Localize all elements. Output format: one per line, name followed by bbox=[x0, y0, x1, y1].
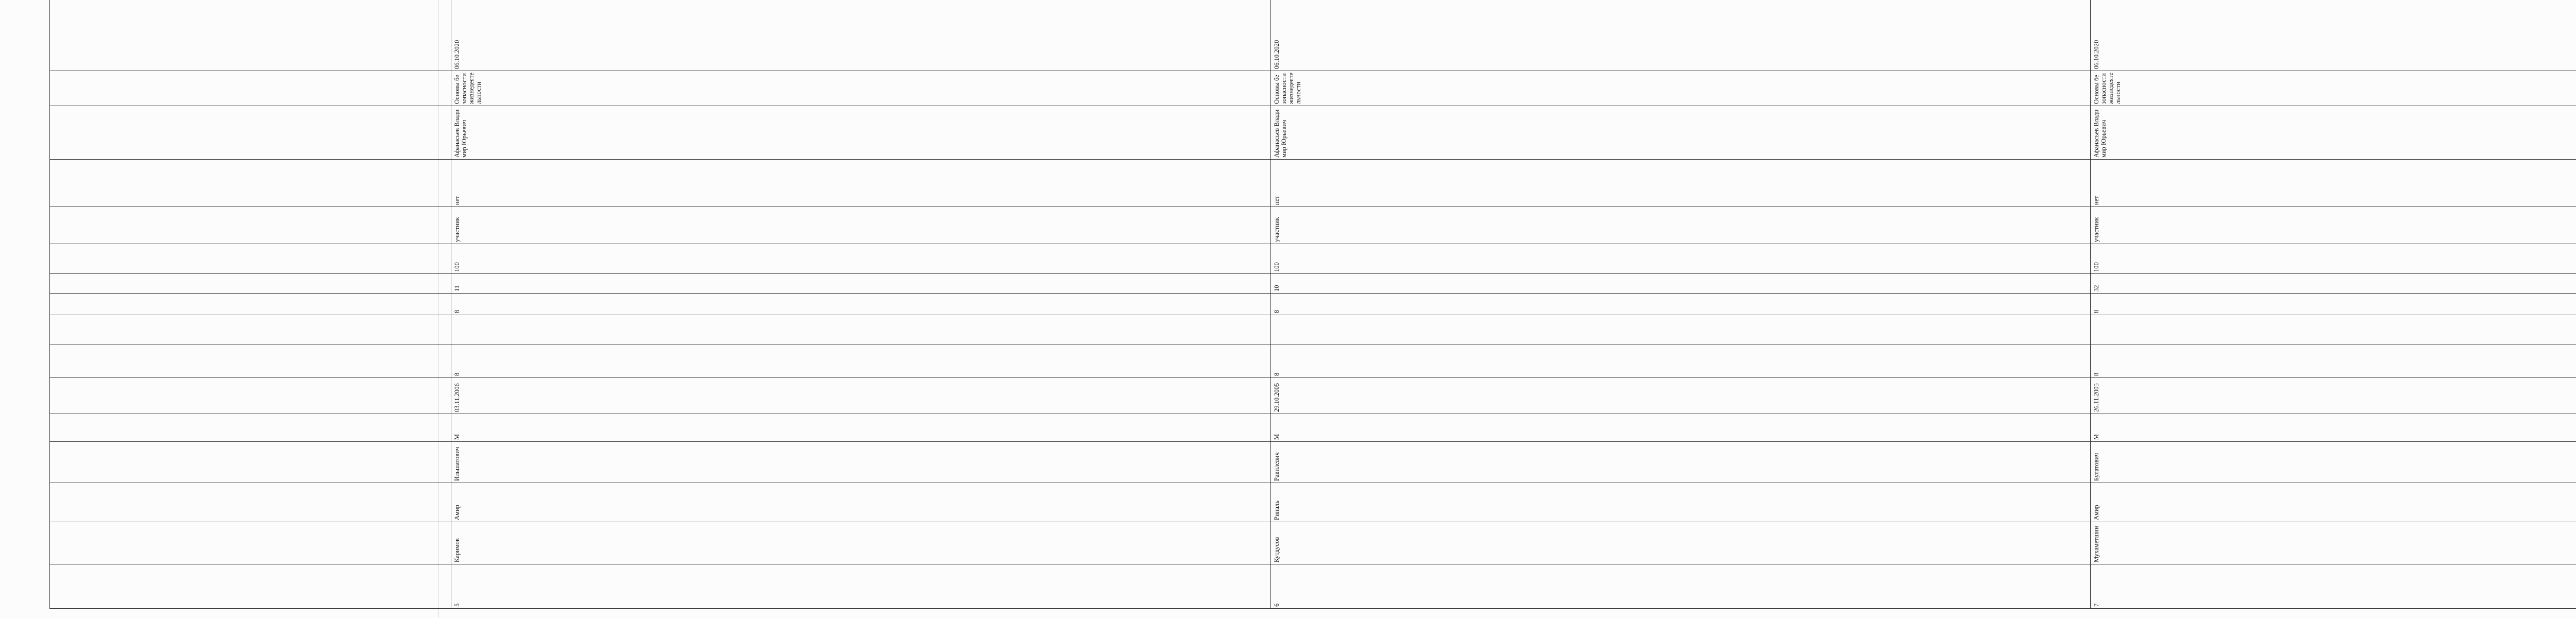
cell-patronymic: Равилевич bbox=[1271, 442, 2091, 483]
cell-sex: М bbox=[1271, 414, 2091, 442]
cell-teacher: Афанасьев Владимир Юрьевич bbox=[2091, 106, 2576, 160]
cell-patronymic bbox=[50, 442, 451, 483]
cell-grade: 8 bbox=[2091, 345, 2576, 378]
cell-name: Риналь bbox=[1271, 483, 2091, 522]
cell-grade2: 8 bbox=[1271, 294, 2091, 315]
cell-patronymic: Ильшатович bbox=[451, 442, 1271, 483]
cell-disability: нет bbox=[1271, 160, 2091, 207]
table-row bbox=[1271, 0, 2091, 609]
cell-name: Амир bbox=[2091, 483, 2576, 522]
cell-date: 06.10.2020 bbox=[451, 0, 1271, 71]
cell-grade bbox=[50, 345, 451, 378]
cell-sex bbox=[50, 414, 451, 442]
cell-status: участник bbox=[451, 207, 1271, 244]
cell-score: 11 bbox=[451, 274, 1271, 294]
cell-max: 100 bbox=[2091, 244, 2576, 274]
cell-name: Амир bbox=[451, 483, 1271, 522]
cell-empty bbox=[451, 315, 1271, 345]
cell-surname bbox=[50, 522, 451, 564]
cell-teacher: Афанасьев Владимир Юрьевич bbox=[451, 106, 1271, 160]
results-table bbox=[49, 0, 2576, 609]
rotated-page bbox=[49, 40, 2122, 609]
cell-birth: 03.11.2006 bbox=[451, 378, 1271, 414]
cell-grade: 8 bbox=[451, 345, 1271, 378]
cell-grade2: 8 bbox=[451, 294, 1271, 315]
cell-num: 5 bbox=[451, 564, 1271, 609]
cell-teacher bbox=[50, 106, 451, 160]
cell-score: 10 bbox=[1271, 274, 2091, 294]
cell-grade2 bbox=[50, 294, 451, 315]
cell-date: 06.10.2020 bbox=[2091, 0, 2576, 71]
cell-max: 100 bbox=[1271, 244, 2091, 274]
cell-num bbox=[50, 564, 451, 609]
cell-surname: Мухаметшин bbox=[2091, 522, 2576, 564]
cell-empty bbox=[1271, 315, 2091, 345]
cell-surname: Кутдусов bbox=[1271, 522, 2091, 564]
cell-grade2: 8 bbox=[2091, 294, 2576, 315]
cell-date: 06.10.2020 bbox=[1271, 0, 2091, 71]
cell-subject bbox=[50, 71, 451, 106]
cell-surname: Каримов bbox=[451, 522, 1271, 564]
cell-subject: Основы безопасности жизнедеятельности bbox=[2091, 71, 2576, 106]
cell-patronymic: Булатович bbox=[2091, 442, 2576, 483]
cell-empty bbox=[2091, 315, 2576, 345]
cell-status: участник bbox=[2091, 207, 2576, 244]
cell-grade: 8 bbox=[1271, 345, 2091, 378]
cell-max bbox=[50, 244, 451, 274]
cell-disability: нет bbox=[451, 160, 1271, 207]
cell-subject: Основы безопасности жизнедеятельности bbox=[1271, 71, 2091, 106]
cell-birth: 26.11.2005 bbox=[2091, 378, 2576, 414]
cell-status: участник bbox=[1271, 207, 2091, 244]
cell-subject: Основы безопасности жизнедеятельности bbox=[451, 71, 1271, 106]
table-row bbox=[2091, 0, 2576, 609]
cell-birth: 29.10.2005 bbox=[1271, 378, 2091, 414]
cell-score: 32 bbox=[2091, 274, 2576, 294]
cell-max: 100 bbox=[451, 244, 1271, 274]
cell-num: 6 bbox=[1271, 564, 2091, 609]
cell-name bbox=[50, 483, 451, 522]
cell-date bbox=[50, 0, 451, 71]
cell-status bbox=[50, 207, 451, 244]
cell-sex: М bbox=[2091, 414, 2576, 442]
table-row bbox=[451, 0, 1271, 609]
cell-teacher: Афанасьев Владимир Юрьевич bbox=[1271, 106, 2091, 160]
cell-birth bbox=[50, 378, 451, 414]
cell-score bbox=[50, 274, 451, 294]
cell-disability bbox=[50, 160, 451, 207]
table-row-continuation bbox=[50, 0, 451, 609]
cell-disability: нет bbox=[2091, 160, 2576, 207]
cell-num: 7 bbox=[2091, 564, 2576, 609]
cell-sex: М bbox=[451, 414, 1271, 442]
cell-empty bbox=[50, 315, 451, 345]
